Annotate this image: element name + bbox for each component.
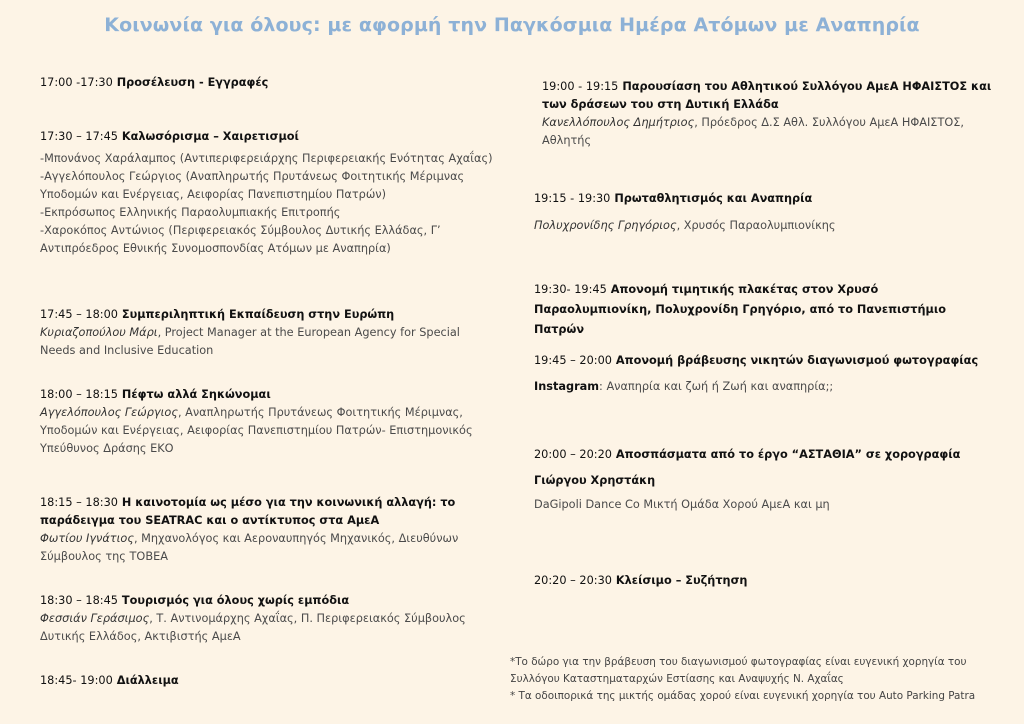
speaker-name: Κανελλόπουλος Δημήτριος [542, 116, 695, 129]
session-title: Αποσπάσματα από το έργο “ΑΣΤΑΘΙΑ” σε χορογραφία Γιώργου Χρηστάκη [534, 448, 961, 487]
footnotes [510, 654, 1000, 705]
program-item [40, 672, 495, 690]
session-title: Η καινοτομία ως μέσο για την κοινωνική αλλαγή: το παράδειγμα του SEATRAC και ο αντίκτυπος στα ΑμεΑ [40, 496, 456, 527]
speaker-desc: , Project Manager at the European Agency for Special Needs and Inclusive Education [40, 326, 460, 357]
program-item [534, 352, 999, 396]
speaker-desc: , Τ. Αντινομάρχης Αχαΐας, Π. Περιφερειακός Σύμβουλος Δυτικής Ελλάδος, Ακτιβιστής ΑμεΑ [40, 612, 466, 643]
session-time: 18:30 – 18:45 [40, 594, 118, 607]
session-time: 19:30- 19:45 [534, 283, 607, 296]
instagram-label: Instagram [534, 380, 600, 393]
contest-desc: : Αναπηρία και ζωή ή Ζωή και αναπηρία;; [599, 380, 834, 393]
greeting-line: -Εκπρόσωπος Ελληνικής Παραολυμπιακής Επιτροπής [40, 206, 341, 219]
session-time: 18:15 – 18:30 [40, 496, 118, 509]
program-item [542, 78, 999, 150]
speaker-name: Κυριαζοπούλου Μάρι [40, 326, 158, 339]
session-time: 20:00 – 20:20 [534, 448, 612, 461]
performer-desc: DaGipoli Dance Co Μικτή Ομάδα Χορού ΑμεΑ και μη [534, 498, 830, 511]
program-item [40, 386, 495, 458]
session-title: Απονομή τιμητικής πλακέτας στον Χρυσό Παραολυμπιονίκη, Πολυχρονίδη Γρηγόριο, από το Πανεπιστήμιο Πατρών [534, 283, 946, 336]
greeting-line: -Χαροκόπος Αντώνιος (Περιφερειακός Σύμβουλος Δυτικής Ελλάδας, Γ’ Αντιπρόεδρος Εθνικής Συνομοσπονδίας Ατόμων με Αναπηρία) [40, 224, 441, 255]
session-time: 17:00 -17:30 [40, 76, 113, 89]
program-item [40, 128, 495, 258]
program-item [40, 592, 495, 646]
session-title: Παρουσίαση του Αθλητικού Συλλόγου ΑμεΑ ΗΦΑΙΣΤΟΣ και των δράσεων του στη Δυτική Ελλάδα [542, 80, 992, 111]
greeting-line: -Αγγελόπουλος Γεώργιος (Αναπληρωτής Πρυτάνεως Φοιτητικής Μέριμνας Υποδομών και Ενέργειας, Αειφορίας Πανεπιστημίου Πατρών) [40, 170, 465, 201]
program-item [534, 572, 999, 590]
speaker-name: Φωτίου Ιγνάτιος [40, 532, 134, 545]
session-title: Καλωσόρισμα – Χαιρετισμοί [121, 130, 299, 143]
session-title: Διάλλειμα [116, 674, 179, 687]
program-item [534, 280, 999, 340]
program-item [40, 494, 495, 566]
page-title: Κοινωνία για όλους: με αφορμή την Παγκόσμια Ημέρα Ατόμων με Αναπηρία [104, 14, 920, 36]
speaker-desc: , Μηχανολόγος και Αεροναυπηγός Μηχανικός, Διευθύνων Σύμβουλος της ΤΟΒΕΑ [40, 532, 459, 563]
session-time: 18:45- 19:00 [40, 674, 113, 687]
session-title: Κλείσιμο – Συζήτηση [615, 574, 748, 587]
speaker-desc: , Αναπληρωτής Πρυτάνεως Φοιτητικής Μέριμνας, Υποδομών και Ενέργειας, Αειφορίας Πανεπιστημίου Πατρών- Επιστημονικός Υπεύθυνος Δράσης ΕΚΟ [40, 406, 473, 455]
speaker-desc: , Χρυσός Παραολυμπιονίκης [676, 219, 836, 232]
program-item [40, 306, 495, 360]
session-time: 20:20 – 20:30 [534, 574, 612, 587]
session-time: 17:45 – 18:00 [40, 308, 118, 321]
session-time: 18:00 – 18:15 [40, 388, 118, 401]
session-title: Συμπεριληπτική Εκπαίδευση στην Ευρώπη [121, 308, 395, 321]
session-time: 17:30 – 17:45 [40, 130, 118, 143]
speaker-desc: , Πρόεδρος Δ.Σ Αθλ. Συλλόγου ΑμεΑ ΗΦΑΙΣΤΟΣ, Αθλητής [542, 116, 964, 147]
speaker-name: Φεσσιάν Γεράσιμος [40, 612, 150, 625]
session-title: Προσέλευση - Εγγραφές [116, 76, 269, 89]
program-item [534, 190, 999, 235]
session-time: 19:15 - 19:30 [534, 192, 611, 205]
session-title: Τουρισμός για όλους χωρίς εμπόδια [121, 594, 350, 607]
session-title: Πέφτω αλλά Σηκώνομαι [121, 388, 271, 401]
session-time: 19:45 – 20:00 [534, 354, 612, 367]
speaker-name: Πολυχρονίδης Γρηγόριος [534, 219, 677, 232]
speaker-name: Αγγελόπουλος Γεώργιος [40, 406, 178, 419]
session-title: Απονομή βράβευσης νικητών διαγωνισμού φωτογραφίας [615, 354, 979, 367]
session-time: 19:00 - 19:15 [542, 80, 619, 93]
footnote: *Το δώρο για την βράβευση του διαγωνισμού φωτογραφίας είναι ευγενική χορηγία του Συλλόγου Καταστηματαρχών Εστίασης και Αναψυχής Ν. Αχαΐας [510, 656, 967, 685]
session-title: Πρωταθλητισμός και Αναπηρία [614, 192, 813, 205]
program-item [534, 442, 999, 514]
program-item [40, 74, 495, 92]
footnote: * Τα οδοιπορικά της μικτής ομάδας χορού είναι ευγενική χορηγία του Auto Parking Patra [510, 690, 976, 702]
greeting-line: -Μπονάνος Χαράλαμπος (Αντιπεριφερειάρχης Περιφερειακής Ενότητας Αχαΐας) [40, 152, 493, 165]
